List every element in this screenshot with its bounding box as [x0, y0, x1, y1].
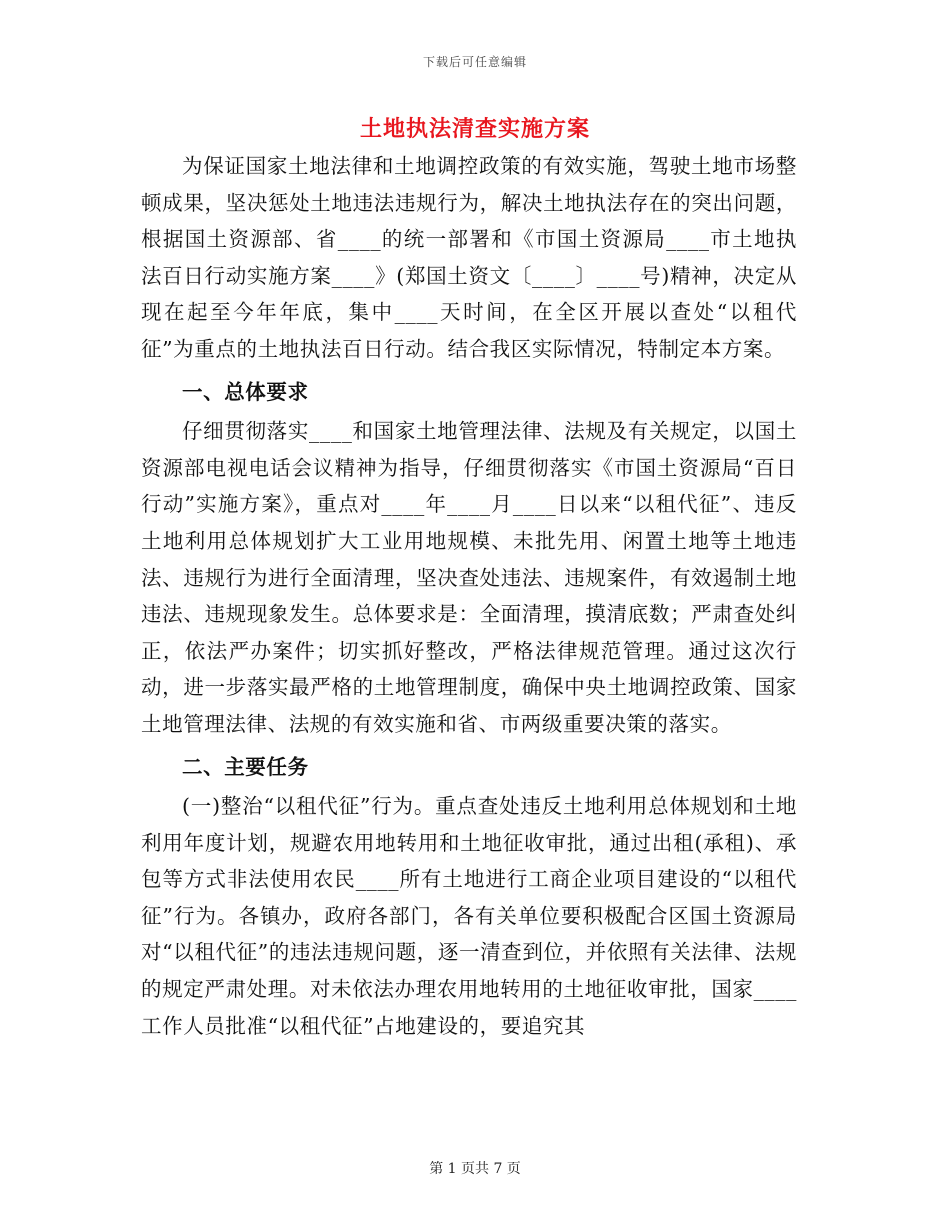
page-number-footer: 第 1 页共 7 页	[429, 1161, 521, 1177]
overall-requirements-paragraph: 仔细贯彻落实____和国家土地管理法律、法规及有关规定，以国土资源部电视电话会议精神为指导，仔细贯彻落实《市国土资源局“百日行动”实施方案》，重点对____年____月____日以来“以租代征”、违反土地利用总体规划扩大工业用地规模、未批先用、闲置土地等土地违法、违规行为进行全面清理，坚决查处违法、违规案件，有效遏制土地违法、违规现象发生。总体要求是：全面清理，摸清底数；严肃查处纠正，依法严办案件；切实抓好整改，严格法律规范管理。通过这次行动，进一步落实最严格的土地管理制度，确保中央土地调控政策、国家土地管理法律、法规的有效实施和省、市两级重要决策的落实。	[141, 419, 797, 736]
section-heading-overall-requirements: 一、总体要求	[182, 379, 309, 404]
main-tasks-item-1-paragraph: (一)整治“以租代征”行为。重点查处违反土地利用总体规划和土地利用年度计划，规避农用地转用和土地征收审批，通过出租(承租)、承包等方式非法使用农民____所有土地进行工商企业项目建设的“以租代征”行为。各镇办，政府各部门，各有关单位要积极配合区国土资源局对“以租代征”的违法违规问题，逐一清查到位，并依照有关法律、法规的规定严肃处理。对未依法办理农用地转用的土地征收审批，国家____工作人员批准“以租代征”占地建设的，要追究其	[141, 794, 797, 1038]
document-body	[141, 148, 797, 1044]
document-title: 土地执法清查实施方案	[359, 116, 590, 142]
section-heading-main-tasks: 二、主要任务	[182, 754, 309, 779]
intro-paragraph: 为保证国家土地法律和土地调控政策的有效实施，驾驶土地市场整顿成果，坚决惩处土地违法违规行为，解决土地执法存在的突出问题，根据国土资源部、省____的统一部署和《市国土资源局____市土地执法百日行动实施方案____》(郑国土资文〔____〕____号)精神，决定从现在起至今年年底，集中____天时间，在全区开展以查处“以租代征”为重点的土地执法百日行动。结合我区实际情况，特制定本方案。	[141, 154, 797, 361]
header-note: 下载后可任意编辑	[422, 55, 527, 69]
